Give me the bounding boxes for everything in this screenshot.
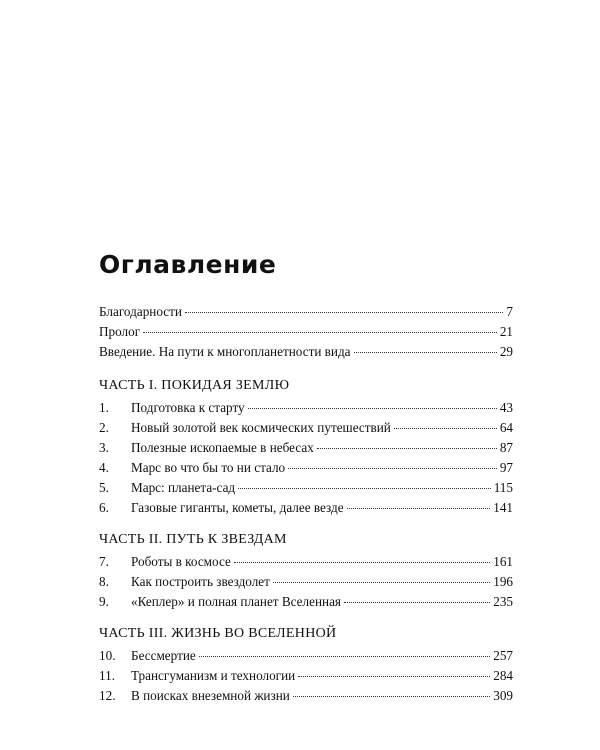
entry-label: Марс во что бы то ни стало	[131, 460, 286, 475]
entry-label: «Кеплер» и полная планет Вселенная	[131, 594, 341, 609]
chapter-number: 2.	[99, 420, 109, 435]
chapter-number: 8.	[99, 574, 109, 589]
chapter-number: 4.	[99, 460, 109, 475]
entry-label: В поисках внеземной жизни	[131, 688, 290, 703]
dot-leader	[354, 352, 497, 353]
entry-page-number: 141	[493, 500, 513, 515]
chapter-number: 10.	[99, 648, 116, 663]
entry-label: Как построить звездолет	[131, 574, 270, 589]
dot-leader	[344, 602, 490, 603]
entry-label: Марс: планета-сад	[131, 480, 236, 495]
dot-leader	[143, 332, 497, 333]
entry-label: Полезные ископаемые в небесах	[131, 440, 314, 455]
entry-label: Газовые гиганты, кометы, далее везде	[131, 500, 344, 515]
dot-leader	[238, 488, 491, 489]
entry-page-number: 87	[499, 440, 513, 455]
entry-label: Бессмертие	[131, 648, 196, 663]
toc-entry-chapter-4[interactable]	[99, 458, 513, 478]
chapter-number: 5.	[99, 480, 109, 495]
dot-leader	[234, 562, 490, 563]
toc-entry-chapter-6[interactable]	[99, 498, 513, 518]
dot-leader	[288, 468, 497, 469]
toc-entry-chapter-1[interactable]	[99, 398, 513, 418]
entry-label: Благодарности	[99, 304, 182, 319]
part-heading-2: ЧАСТЬ II. ПУТЬ К ЗВЕЗДАМ	[99, 532, 287, 547]
toc-entry-chapter-9[interactable]	[99, 592, 513, 612]
toc-entry-chapter-12[interactable]	[99, 686, 513, 706]
entry-label: Введение. На пути к многопланетности вида	[99, 344, 351, 359]
toc-entry-prologue[interactable]	[99, 322, 513, 342]
entry-label: Пролог	[99, 324, 141, 339]
dot-leader	[293, 696, 490, 697]
dot-leader	[317, 448, 497, 449]
chapter-number: 9.	[99, 594, 109, 609]
entry-page-number: 97	[499, 460, 513, 475]
dot-leader	[248, 408, 497, 409]
dot-leader	[199, 656, 490, 657]
entry-label: Роботы в космосе	[131, 554, 231, 569]
entry-page-number: 235	[493, 594, 513, 609]
dot-leader	[185, 312, 503, 313]
entry-label: Подготовка к старту	[131, 400, 245, 415]
toc-entry-acknowledgements[interactable]	[99, 302, 513, 322]
toc-entry-chapter-10[interactable]	[99, 646, 513, 666]
entry-page-number: 309	[493, 688, 513, 703]
toc-entry-introduction[interactable]	[99, 342, 513, 362]
entry-page-number: 284	[493, 668, 513, 683]
toc-entry-chapter-2[interactable]	[99, 418, 513, 438]
toc-entry-chapter-3[interactable]	[99, 438, 513, 458]
chapter-number: 12.	[99, 688, 116, 703]
dot-leader	[298, 676, 490, 677]
dot-leader	[273, 582, 490, 583]
chapter-number: 11.	[99, 668, 115, 683]
dot-leader	[394, 428, 497, 429]
toc-entry-chapter-11[interactable]	[99, 666, 513, 686]
entry-label: Новый золотой век космических путешествий	[131, 420, 391, 435]
chapter-number: 3.	[99, 440, 109, 455]
entry-page-number: 115	[493, 480, 513, 495]
entry-page-number: 64	[499, 420, 513, 435]
chapter-number: 6.	[99, 500, 109, 515]
entry-page-number: 161	[493, 554, 513, 569]
part-heading-3: ЧАСТЬ III. ЖИЗНЬ ВО ВСЕЛЕННОЙ	[99, 626, 337, 641]
dot-leader	[347, 508, 491, 509]
toc-entry-chapter-5[interactable]	[99, 478, 513, 498]
entry-page-number: 7	[506, 304, 513, 319]
entry-page-number: 257	[493, 648, 513, 663]
part-heading-1: ЧАСТЬ I. ПОКИДАЯ ЗЕМЛЮ	[99, 378, 290, 393]
entry-page-number: 21	[499, 324, 513, 339]
page-title: Оглавление	[99, 250, 277, 279]
chapter-number: 1.	[99, 400, 109, 415]
toc-entry-chapter-7[interactable]	[99, 552, 513, 572]
toc-entry-chapter-8[interactable]	[99, 572, 513, 592]
entry-label: Трансгуманизм и технологии	[131, 668, 296, 683]
chapter-number: 7.	[99, 554, 109, 569]
entry-page-number: 29	[499, 344, 513, 359]
entry-page-number: 43	[499, 400, 513, 415]
entry-page-number: 196	[493, 574, 513, 589]
